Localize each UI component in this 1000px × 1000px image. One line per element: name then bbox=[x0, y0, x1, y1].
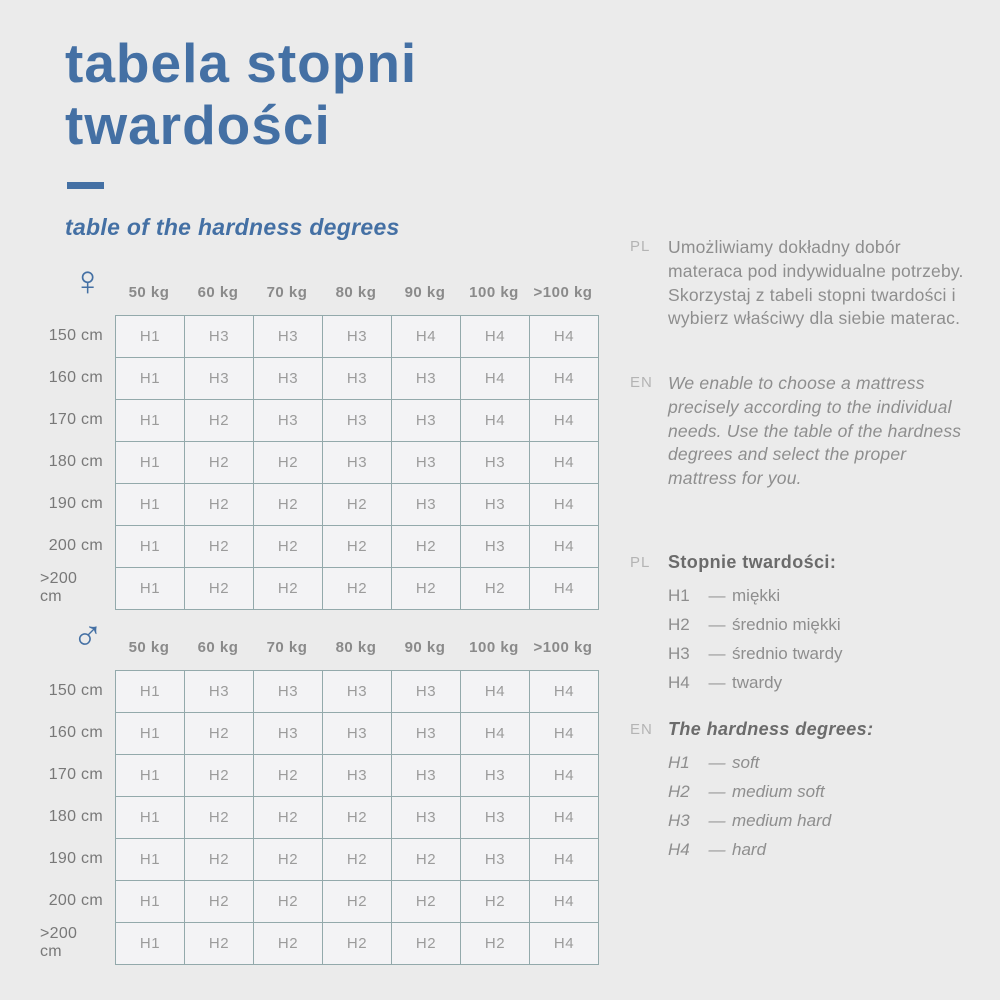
hardness-cell: H2 bbox=[461, 881, 529, 922]
hardness-cell: H3 bbox=[392, 797, 460, 838]
weight-header: 70 kg bbox=[266, 284, 308, 301]
height-label: 170 cm bbox=[48, 765, 103, 783]
legend-label: hard bbox=[732, 840, 767, 859]
legend-list-pl bbox=[668, 586, 968, 702]
hardness-cell: H4 bbox=[530, 400, 598, 441]
description-text-pl: Umożliwiamy dokładny dobór materaca pod indywidualne potrzeby. Skorzystaj z tabeli stopni twardości i wybierz właściwy dla siebie materac. bbox=[668, 237, 964, 329]
hardness-grid-female bbox=[115, 315, 599, 610]
male-icon: ♂ bbox=[72, 612, 104, 659]
legend-dash: — bbox=[708, 811, 726, 830]
hardness-cell: H3 bbox=[254, 400, 322, 441]
hardness-cell: H3 bbox=[323, 316, 391, 357]
weight-header: 90 kg bbox=[404, 639, 446, 656]
hardness-cell: H4 bbox=[530, 839, 598, 880]
legend-code: H3 bbox=[668, 811, 690, 830]
hardness-cell: H1 bbox=[116, 755, 184, 796]
description-pl bbox=[630, 236, 968, 331]
hardness-grid-male bbox=[115, 670, 599, 965]
hardness-cell: H1 bbox=[116, 923, 184, 964]
hardness-cell: H2 bbox=[185, 400, 253, 441]
height-label: 180 cm bbox=[48, 452, 103, 470]
lang-label-pl: PL bbox=[630, 238, 651, 255]
hardness-cell: H3 bbox=[254, 671, 322, 712]
page-title bbox=[65, 33, 417, 156]
hardness-cell: H3 bbox=[461, 484, 529, 525]
hardness-cell: H2 bbox=[323, 484, 391, 525]
hardness-cell: H4 bbox=[530, 484, 598, 525]
weight-header: 50 kg bbox=[128, 639, 170, 656]
hardness-cell: H3 bbox=[323, 713, 391, 754]
height-label: >200 cm bbox=[40, 569, 78, 605]
hardness-cell: H4 bbox=[530, 358, 598, 399]
legend-en bbox=[630, 719, 968, 869]
weight-header: 90 kg bbox=[404, 284, 446, 301]
hardness-cell: H2 bbox=[185, 839, 253, 880]
hardness-cell: H3 bbox=[461, 797, 529, 838]
height-label: 150 cm bbox=[48, 326, 103, 344]
hardness-cell: H3 bbox=[323, 671, 391, 712]
legend-label: twardy bbox=[732, 673, 783, 692]
height-label: 190 cm bbox=[48, 849, 103, 867]
hardness-cell: H1 bbox=[116, 881, 184, 922]
hardness-cell: H2 bbox=[254, 755, 322, 796]
legend-item bbox=[668, 586, 968, 615]
weight-header: 60 kg bbox=[197, 639, 239, 656]
hardness-cell: H3 bbox=[185, 316, 253, 357]
hardness-cell: H2 bbox=[392, 526, 460, 567]
hardness-cell: H3 bbox=[392, 400, 460, 441]
hardness-cell: H1 bbox=[116, 568, 184, 609]
legend-item bbox=[668, 673, 968, 702]
hardness-cell: H2 bbox=[323, 526, 391, 567]
hardness-cell: H3 bbox=[323, 755, 391, 796]
hardness-cell: H3 bbox=[392, 755, 460, 796]
legend-code: H1 bbox=[668, 753, 690, 772]
hardness-cell: H1 bbox=[116, 713, 184, 754]
legend-lang-label-pl: PL bbox=[630, 554, 651, 571]
hardness-cell: H2 bbox=[392, 839, 460, 880]
hardness-cell: H4 bbox=[530, 713, 598, 754]
hardness-cell: H4 bbox=[461, 671, 529, 712]
hardness-cell: H2 bbox=[185, 881, 253, 922]
hardness-cell: H2 bbox=[254, 442, 322, 483]
legend-code: H4 bbox=[668, 673, 690, 692]
hardness-cell: H3 bbox=[461, 755, 529, 796]
hardness-cell: H2 bbox=[185, 923, 253, 964]
height-label: 170 cm bbox=[48, 410, 103, 428]
hardness-cell: H2 bbox=[392, 881, 460, 922]
legend-body-en bbox=[668, 719, 968, 869]
hardness-cell: H4 bbox=[461, 316, 529, 357]
legend-dash: — bbox=[708, 615, 726, 634]
legend-item bbox=[668, 782, 968, 811]
legend-item bbox=[668, 615, 968, 644]
hardness-cell: H4 bbox=[392, 316, 460, 357]
legend-item bbox=[668, 811, 968, 840]
hardness-cell: H2 bbox=[254, 839, 322, 880]
legend-code: H1 bbox=[668, 586, 690, 605]
hardness-cell: H1 bbox=[116, 442, 184, 483]
legend-code: H2 bbox=[668, 782, 690, 801]
legend-code: H2 bbox=[668, 615, 690, 634]
hardness-cell: H2 bbox=[185, 442, 253, 483]
hardness-cell: H2 bbox=[323, 839, 391, 880]
legend-body-pl bbox=[668, 552, 968, 702]
legend-heading-en: The hardness degrees: bbox=[668, 719, 874, 739]
hardness-cell: H2 bbox=[392, 923, 460, 964]
weight-header: 100 kg bbox=[469, 639, 519, 656]
hardness-cell: H2 bbox=[254, 881, 322, 922]
weight-header: 50 kg bbox=[128, 284, 170, 301]
hardness-cell: H1 bbox=[116, 526, 184, 567]
legend-dash: — bbox=[708, 840, 726, 859]
legend-code: H4 bbox=[668, 840, 690, 859]
hardness-cell: H4 bbox=[530, 671, 598, 712]
hardness-cell: H3 bbox=[185, 358, 253, 399]
height-label: 150 cm bbox=[48, 681, 103, 699]
female-icon: ♀ bbox=[72, 257, 104, 304]
legend-code: H3 bbox=[668, 644, 690, 663]
hardness-cell: H2 bbox=[461, 568, 529, 609]
legend-label: medium soft bbox=[732, 782, 825, 801]
hardness-cell: H1 bbox=[116, 358, 184, 399]
legend-label: miękki bbox=[732, 586, 781, 605]
legend-heading-pl: Stopnie twardości: bbox=[668, 552, 837, 572]
hardness-cell: H4 bbox=[530, 797, 598, 838]
hardness-cell: H3 bbox=[392, 671, 460, 712]
height-label: 160 cm bbox=[48, 723, 103, 741]
legend-label: medium hard bbox=[732, 811, 832, 830]
hardness-cell: H2 bbox=[254, 568, 322, 609]
hardness-cell: H2 bbox=[185, 484, 253, 525]
hardness-cell: H4 bbox=[530, 442, 598, 483]
legend-item bbox=[668, 840, 968, 869]
hardness-cell: H3 bbox=[461, 442, 529, 483]
hardness-cell: H1 bbox=[116, 484, 184, 525]
hardness-cell: H2 bbox=[323, 797, 391, 838]
legend-pl bbox=[630, 552, 968, 702]
hardness-cell: H2 bbox=[185, 755, 253, 796]
legend-label: średnio miękki bbox=[732, 615, 841, 634]
hardness-cell: H2 bbox=[323, 568, 391, 609]
weight-header: 80 kg bbox=[335, 284, 377, 301]
weight-header: 80 kg bbox=[335, 639, 377, 656]
page-title-line1: tabela stopni bbox=[65, 32, 418, 94]
hardness-cell: H3 bbox=[254, 358, 322, 399]
hardness-cell: H2 bbox=[461, 923, 529, 964]
height-label: 190 cm bbox=[48, 494, 103, 512]
hardness-cell: H1 bbox=[116, 671, 184, 712]
legend-list-en bbox=[668, 753, 968, 869]
hardness-cell: H2 bbox=[185, 713, 253, 754]
legend-dash: — bbox=[708, 644, 726, 663]
hardness-cell: H1 bbox=[116, 400, 184, 441]
page-title-line2: twardości bbox=[65, 93, 331, 156]
hardness-cell: H4 bbox=[461, 713, 529, 754]
hardness-cell: H2 bbox=[254, 923, 322, 964]
hardness-cell: H4 bbox=[530, 526, 598, 567]
legend-label: średnio twardy bbox=[732, 644, 843, 663]
height-label: 200 cm bbox=[48, 891, 103, 909]
weight-header-row-female bbox=[115, 284, 597, 301]
hardness-cell: H3 bbox=[185, 671, 253, 712]
hardness-cell: H3 bbox=[392, 484, 460, 525]
hardness-cell: H4 bbox=[530, 755, 598, 796]
hardness-cell: H1 bbox=[116, 839, 184, 880]
hardness-cell: H3 bbox=[461, 526, 529, 567]
hardness-cell: H3 bbox=[254, 316, 322, 357]
legend-lang-label-en: EN bbox=[630, 721, 653, 738]
description-text-en: We enable to choose a mattress precisely according to the individual needs. Use the table of the hardness degrees and select the proper mattress for you. bbox=[668, 373, 962, 489]
weight-header: 70 kg bbox=[266, 639, 308, 656]
height-label-column-male bbox=[40, 670, 103, 963]
hardness-cell: H3 bbox=[254, 713, 322, 754]
hardness-cell: H3 bbox=[323, 442, 391, 483]
hardness-cell: H2 bbox=[392, 568, 460, 609]
hardness-cell: H3 bbox=[392, 713, 460, 754]
hardness-cell: H3 bbox=[323, 358, 391, 399]
hardness-cell: H2 bbox=[185, 526, 253, 567]
hardness-cell: H2 bbox=[254, 526, 322, 567]
hardness-cell: H2 bbox=[323, 923, 391, 964]
legend-item bbox=[668, 753, 968, 782]
lang-label-en: EN bbox=[630, 374, 653, 391]
title-dash-rule bbox=[67, 182, 104, 189]
hardness-cell: H2 bbox=[254, 484, 322, 525]
hardness-cell: H3 bbox=[461, 839, 529, 880]
legend-dash: — bbox=[708, 782, 726, 801]
hardness-cell: H2 bbox=[185, 797, 253, 838]
hardness-cell: H4 bbox=[530, 881, 598, 922]
legend-dash: — bbox=[708, 586, 726, 605]
page-subtitle: table of the hardness degrees bbox=[65, 214, 400, 240]
hardness-cell: H4 bbox=[530, 568, 598, 609]
hardness-cell: H2 bbox=[323, 881, 391, 922]
height-label: 180 cm bbox=[48, 807, 103, 825]
hardness-cell: H2 bbox=[254, 797, 322, 838]
legend-item bbox=[668, 644, 968, 673]
weight-header: 60 kg bbox=[197, 284, 239, 301]
hardness-cell: H4 bbox=[530, 316, 598, 357]
height-label-column-female bbox=[40, 315, 103, 608]
hardness-cell: H2 bbox=[185, 568, 253, 609]
hardness-cell: H1 bbox=[116, 316, 184, 357]
legend-dash: — bbox=[708, 753, 726, 772]
hardness-cell: H3 bbox=[392, 358, 460, 399]
weight-header-row-male bbox=[115, 639, 597, 656]
weight-header: >100 kg bbox=[533, 284, 593, 301]
height-label: 160 cm bbox=[48, 368, 103, 386]
hardness-cell: H4 bbox=[461, 400, 529, 441]
height-label: >200 cm bbox=[40, 924, 78, 960]
weight-header: 100 kg bbox=[469, 284, 519, 301]
hardness-cell: H4 bbox=[461, 358, 529, 399]
legend-label: soft bbox=[732, 753, 760, 772]
hardness-cell: H4 bbox=[530, 923, 598, 964]
description-en bbox=[630, 372, 968, 491]
hardness-cell: H3 bbox=[392, 442, 460, 483]
weight-header: >100 kg bbox=[533, 639, 593, 656]
hardness-cell: H1 bbox=[116, 797, 184, 838]
legend-dash: — bbox=[708, 673, 726, 692]
height-label: 200 cm bbox=[48, 536, 103, 554]
hardness-cell: H3 bbox=[323, 400, 391, 441]
